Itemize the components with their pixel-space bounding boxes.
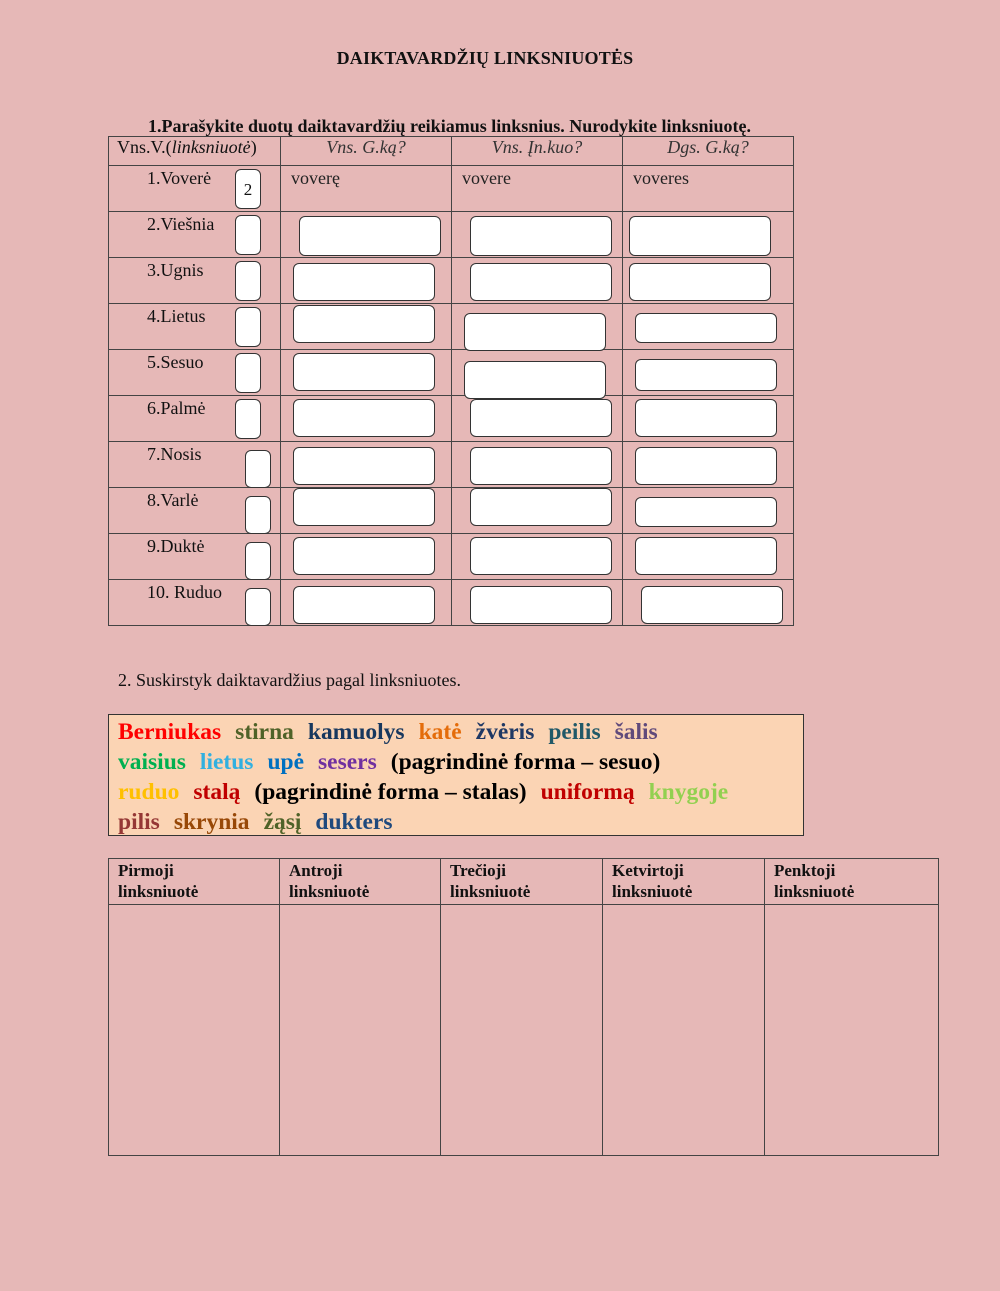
header-plural-genitive: Dgs. G.ką? (623, 137, 794, 166)
given-form: voveres (633, 168, 689, 188)
word-bank-word[interactable]: vaisius (118, 749, 186, 775)
word-bank-word[interactable]: katė (418, 719, 462, 745)
table-row (109, 350, 794, 396)
nominative-word: 4.Lietus (147, 306, 206, 326)
nominative-word: 7.Nosis (147, 444, 202, 464)
form-cell (623, 304, 794, 350)
form-cell (623, 488, 794, 534)
word-bank-word[interactable]: ruduo (118, 779, 180, 805)
word-cell (109, 350, 281, 396)
table-row (109, 258, 794, 304)
word-bank-word[interactable]: žvėris (475, 719, 535, 745)
answer-box[interactable] (470, 488, 612, 526)
answer-box[interactable] (470, 263, 612, 301)
word-bank-line (118, 777, 803, 807)
sort-table (108, 858, 939, 1156)
form-cell (281, 488, 452, 534)
answer-box[interactable] (299, 216, 441, 256)
sort-column-header (765, 859, 939, 905)
answer-box[interactable] (629, 216, 771, 256)
word-cell (109, 534, 281, 580)
sort-column-dropzone[interactable] (109, 905, 280, 1156)
sort-column-header (441, 859, 603, 905)
answer-box[interactable] (293, 263, 435, 301)
word-bank-word[interactable]: Berniukas (118, 719, 222, 745)
sort-column-header (109, 859, 280, 905)
nominative-word: 3.Ugnis (147, 260, 204, 280)
word-bank-line (118, 717, 803, 747)
declension-number-box[interactable] (245, 450, 271, 488)
answer-box[interactable] (293, 305, 435, 343)
declension-number-box[interactable] (235, 353, 261, 393)
answer-box[interactable] (470, 216, 612, 256)
word-bank-word[interactable]: (pagrindinė forma – stalas) (254, 779, 527, 805)
nominative-word: 1.Voverė (147, 168, 212, 188)
word-bank-word[interactable]: sesers (318, 749, 377, 775)
sort-column-header-line: linksniuotė (612, 882, 693, 901)
table-row (109, 580, 794, 626)
sort-column-dropzone[interactable] (603, 905, 765, 1156)
declension-number-box[interactable] (245, 496, 271, 534)
nominative-word: 5.Sesuo (147, 352, 204, 372)
sort-column-dropzone[interactable] (765, 905, 939, 1156)
form-cell (452, 212, 623, 258)
form-cell (281, 396, 452, 442)
header-nominative: Vns.V.(linksniuotė) (109, 137, 281, 166)
answer-box[interactable] (293, 447, 435, 485)
word-cell (109, 304, 281, 350)
declension-table-header (109, 137, 794, 166)
form-cell (452, 396, 623, 442)
answer-box[interactable] (635, 313, 777, 343)
word-bank-word[interactable]: skrynia (173, 809, 250, 835)
answer-box[interactable] (293, 353, 435, 391)
form-cell (623, 580, 794, 626)
nominative-word: 2.Viešnia (147, 214, 215, 234)
word-bank-word[interactable]: uniformą (540, 779, 635, 805)
answer-box[interactable] (635, 399, 777, 437)
form-cell (452, 534, 623, 580)
word-bank-line (118, 807, 803, 837)
sort-column-header-line: Ketvirtoji (612, 861, 684, 880)
nominative-word: 10. Ruduo (147, 582, 223, 602)
form-cell (452, 350, 623, 396)
answer-box[interactable] (470, 447, 612, 485)
word-bank-word[interactable]: dukters (315, 809, 393, 835)
answer-box[interactable] (293, 399, 435, 437)
word-bank-word[interactable]: (pagrindinė forma – sesuo) (390, 749, 661, 775)
nominative-word: 6.Palmė (147, 398, 206, 418)
word-bank-word[interactable]: knygoje (648, 779, 729, 805)
word-bank-word[interactable]: peilis (548, 719, 601, 745)
form-cell (623, 442, 794, 488)
sort-column-header-line: linksniuotė (774, 882, 855, 901)
table-row (109, 304, 794, 350)
form-cell (281, 534, 452, 580)
word-cell (109, 442, 281, 488)
word-cell (109, 166, 281, 212)
declension-number-box[interactable] (235, 261, 261, 301)
form-cell (623, 350, 794, 396)
answer-box[interactable] (629, 263, 771, 301)
table-row (109, 488, 794, 534)
table-row (109, 442, 794, 488)
given-form: voverę (291, 168, 340, 188)
declension-number-box[interactable] (245, 542, 271, 580)
form-cell (281, 442, 452, 488)
word-bank-word[interactable]: lietus (199, 749, 254, 775)
answer-box[interactable] (641, 586, 783, 624)
sort-column-header-line: Penktoji (774, 861, 836, 880)
word-bank-word[interactable]: kamuolys (307, 719, 405, 745)
word-bank-word[interactable]: žąsį (263, 809, 302, 835)
table-row (109, 534, 794, 580)
form-cell (623, 212, 794, 258)
word-cell (109, 488, 281, 534)
answer-box[interactable] (293, 488, 435, 526)
word-cell (109, 396, 281, 442)
form-cell (623, 396, 794, 442)
page-title: DAIKTAVARDŽIŲ LINKSNIUOTĖS (336, 48, 634, 68)
sort-column-header (280, 859, 441, 905)
word-bank (108, 714, 804, 836)
declension-number-box[interactable] (235, 399, 261, 439)
sort-column-header-line: linksniuotė (118, 882, 199, 901)
header-genitive: Vns. G.ką? (281, 137, 452, 166)
word-bank-word[interactable]: pilis (118, 809, 160, 835)
form-cell (623, 258, 794, 304)
sort-column-dropzone[interactable] (280, 905, 441, 1156)
word-cell (109, 580, 281, 626)
form-cell (281, 166, 452, 212)
nominative-word: 9.Duktė (147, 536, 205, 556)
answer-box[interactable] (464, 313, 606, 351)
form-cell (281, 580, 452, 626)
sort-table-header (109, 859, 939, 905)
form-cell (281, 350, 452, 396)
declension-number-box[interactable] (235, 307, 261, 347)
table-row (109, 396, 794, 442)
answer-box[interactable] (293, 537, 435, 575)
form-cell (623, 166, 794, 212)
form-cell (281, 212, 452, 258)
declension-table (108, 136, 794, 626)
form-cell (452, 442, 623, 488)
form-cell (452, 580, 623, 626)
declension-number-box[interactable]: 2 (235, 169, 261, 209)
word-cell (109, 258, 281, 304)
task2-instruction: 2. Suskirstyk daiktavardžius pagal linksniuotes. (118, 670, 461, 690)
sort-column-dropzone[interactable] (441, 905, 603, 1156)
word-bank-word[interactable]: upė (267, 749, 305, 775)
form-cell (281, 258, 452, 304)
form-cell (281, 304, 452, 350)
sort-column-header-line: linksniuotė (289, 882, 370, 901)
table-row (109, 166, 794, 212)
sort-column-header-line: linksniuotė (450, 882, 531, 901)
form-cell (452, 166, 623, 212)
sort-table-body (109, 905, 939, 1156)
sort-column-header (603, 859, 765, 905)
word-bank-word[interactable]: stalą (193, 779, 241, 805)
declension-number-box[interactable] (245, 588, 271, 626)
answer-box[interactable] (464, 361, 606, 399)
sort-column-header-line: Antroji (289, 861, 343, 880)
answer-box[interactable] (470, 537, 612, 575)
given-form: vovere (462, 168, 511, 188)
form-cell (452, 488, 623, 534)
answer-box[interactable] (635, 359, 777, 391)
form-cell (452, 258, 623, 304)
answer-box[interactable] (635, 537, 777, 575)
sort-column-header-line: Pirmoji (118, 861, 174, 880)
task1-instruction: 1.Parašykite duotų daiktavardžių reikiamus linksnius. Nurodykite linksniuotę. (148, 116, 751, 136)
word-bank-line (118, 747, 803, 777)
sort-column-header-line: Trečioji (450, 861, 507, 880)
table-row (109, 212, 794, 258)
answer-box[interactable] (635, 497, 777, 527)
answer-box[interactable] (470, 586, 612, 624)
header-instrumental: Vns. Įn.kuo? (452, 137, 623, 166)
form-cell (623, 534, 794, 580)
answer-box[interactable] (470, 399, 612, 437)
word-bank-word[interactable]: šalis (614, 719, 658, 745)
form-cell (452, 304, 623, 350)
word-cell (109, 212, 281, 258)
declension-number-box[interactable] (235, 215, 261, 255)
word-bank-word[interactable]: stirna (235, 719, 294, 745)
answer-box[interactable] (635, 447, 777, 485)
nominative-word: 8.Varlė (147, 490, 199, 510)
answer-box[interactable] (293, 586, 435, 624)
